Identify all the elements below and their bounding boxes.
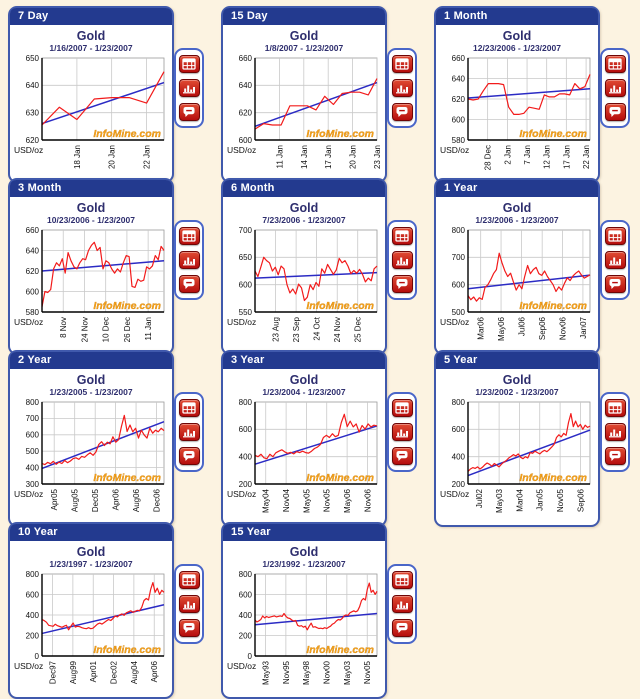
svg-text:660: 660	[451, 54, 465, 63]
comment-button[interactable]	[179, 619, 200, 637]
svg-text:24 Nov: 24 Nov	[80, 317, 90, 343]
table-icon	[182, 574, 196, 586]
svg-text:InfoMine.com: InfoMine.com	[519, 472, 587, 484]
period-header	[10, 352, 172, 369]
table-icon	[182, 402, 196, 414]
svg-text:22 Jan: 22 Jan	[142, 145, 152, 170]
svg-text:28 Dec: 28 Dec	[483, 145, 493, 171]
svg-text:USD/oz: USD/oz	[227, 145, 257, 155]
bar-chart-button[interactable]	[392, 595, 413, 613]
chart-card-5-year	[434, 350, 600, 527]
svg-text:May04: May04	[261, 489, 271, 514]
price-chart	[225, 54, 383, 175]
data-table-button[interactable]	[179, 399, 200, 417]
svg-text:InfoMine.com: InfoMine.com	[93, 128, 161, 140]
comment-icon	[395, 622, 409, 634]
svg-text:20 Jan: 20 Jan	[107, 145, 117, 170]
chart-title: Gold	[76, 29, 106, 43]
chart-body	[223, 197, 385, 353]
svg-text:600: 600	[25, 430, 39, 440]
chart-date-range: 1/23/1992 - 1/23/2007	[262, 559, 346, 569]
chart-body	[436, 197, 598, 353]
bar-chart-button[interactable]	[392, 79, 413, 97]
svg-text:600: 600	[238, 280, 252, 290]
period-header	[436, 352, 598, 369]
svg-text:700: 700	[238, 226, 252, 235]
chart-actions-tab	[387, 220, 417, 300]
svg-text:8 Nov: 8 Nov	[59, 317, 69, 338]
bar-chart-icon	[182, 426, 196, 438]
svg-text:Apr06: Apr06	[111, 489, 121, 511]
price-chart	[438, 398, 596, 519]
price-chart	[225, 570, 383, 691]
chart-actions-tab	[387, 564, 417, 644]
svg-text:800: 800	[25, 398, 39, 407]
svg-text:Sep06: Sep06	[576, 489, 586, 513]
svg-text:Dec05: Dec05	[91, 489, 101, 513]
chart-actions-tab	[174, 48, 204, 128]
period-header	[10, 180, 172, 197]
svg-text:11 Jan: 11 Jan	[275, 145, 285, 169]
chart-actions-tab	[600, 392, 630, 472]
svg-text:May05: May05	[302, 489, 312, 514]
data-table-button[interactable]	[179, 227, 200, 245]
chart-card-7-day	[8, 6, 174, 183]
svg-text:May93: May93	[261, 661, 271, 686]
svg-text:USD/oz: USD/oz	[440, 489, 470, 499]
chart-actions-tab	[387, 48, 417, 128]
period-label: 3 Month	[18, 182, 62, 194]
chart-card-6-month	[221, 178, 387, 355]
svg-text:May98: May98	[302, 661, 312, 686]
svg-text:Apr01: Apr01	[89, 661, 99, 683]
period-label: 3 Year	[231, 354, 265, 366]
chart-actions-tab	[600, 48, 630, 128]
chart-card-1-year	[434, 178, 600, 355]
chart-actions-tab	[600, 220, 630, 300]
chart-body	[10, 369, 172, 525]
chart-cell	[221, 178, 434, 350]
svg-text:23 Jan: 23 Jan	[373, 145, 382, 170]
svg-text:600: 600	[451, 280, 465, 290]
svg-text:0: 0	[247, 651, 252, 661]
bar-chart-icon	[608, 82, 622, 94]
chart-cell	[221, 6, 434, 178]
svg-text:InfoMine.com: InfoMine.com	[93, 644, 161, 656]
svg-text:InfoMine.com: InfoMine.com	[93, 472, 161, 484]
chart-title: Gold	[502, 373, 532, 387]
svg-text:640: 640	[25, 246, 39, 256]
svg-text:800: 800	[25, 570, 39, 579]
svg-text:InfoMine.com: InfoMine.com	[93, 300, 161, 312]
svg-text:InfoMine.com: InfoMine.com	[306, 472, 374, 484]
comment-button[interactable]	[179, 275, 200, 293]
svg-text:USD/oz: USD/oz	[14, 661, 44, 671]
chart-title: Gold	[289, 201, 319, 215]
svg-text:Nov05: Nov05	[322, 489, 332, 513]
comment-icon	[608, 278, 622, 290]
svg-text:600: 600	[25, 590, 39, 600]
bar-chart-button[interactable]	[605, 79, 626, 97]
svg-text:18 Jan: 18 Jan	[72, 145, 82, 170]
bar-chart-button[interactable]	[392, 423, 413, 441]
svg-text:400: 400	[238, 452, 252, 462]
table-icon	[608, 402, 622, 414]
svg-text:800: 800	[238, 570, 252, 579]
svg-text:Apr06: Apr06	[150, 661, 160, 683]
chart-body	[223, 369, 385, 525]
comment-button[interactable]	[392, 619, 413, 637]
svg-text:600: 600	[238, 590, 252, 600]
data-table-button[interactable]	[392, 227, 413, 245]
table-icon	[182, 58, 196, 70]
svg-text:Mar06: Mar06	[476, 317, 486, 340]
svg-text:USD/oz: USD/oz	[14, 317, 44, 327]
svg-text:24 Nov: 24 Nov	[333, 317, 343, 343]
svg-text:Nov05: Nov05	[556, 489, 566, 513]
chart-date-range: 12/23/2006 - 1/23/2007	[473, 43, 561, 53]
svg-text:12 Jan: 12 Jan	[542, 145, 552, 170]
data-table-button[interactable]	[179, 55, 200, 73]
svg-text:600: 600	[238, 135, 252, 145]
svg-text:Aug06: Aug06	[132, 489, 142, 513]
comment-button[interactable]	[605, 275, 626, 293]
chart-card-3-month	[8, 178, 174, 355]
svg-text:500: 500	[25, 447, 39, 456]
chart-title: Gold	[76, 545, 106, 559]
svg-text:630: 630	[25, 108, 39, 118]
svg-text:17 Jan: 17 Jan	[562, 145, 572, 170]
comment-icon	[608, 106, 622, 118]
svg-text:USD/oz: USD/oz	[227, 661, 257, 671]
svg-text:InfoMine.com: InfoMine.com	[306, 300, 374, 312]
svg-text:USD/oz: USD/oz	[14, 145, 44, 155]
svg-text:May06: May06	[497, 317, 507, 342]
svg-text:Apr05: Apr05	[50, 489, 60, 511]
chart-cell	[8, 522, 221, 694]
svg-text:Jan05: Jan05	[535, 489, 545, 511]
chart-body	[223, 541, 385, 697]
chart-card-15-year	[221, 522, 387, 699]
bar-chart-button[interactable]	[179, 79, 200, 97]
svg-text:650: 650	[25, 54, 39, 63]
svg-text:InfoMine.com: InfoMine.com	[519, 128, 587, 140]
comment-icon	[395, 450, 409, 462]
period-label: 1 Year	[444, 182, 478, 194]
svg-text:Jan07: Jan07	[578, 317, 588, 339]
chart-actions-tab	[174, 220, 204, 300]
svg-text:200: 200	[25, 631, 39, 641]
svg-text:Nov05: Nov05	[363, 661, 373, 685]
svg-text:22 Jan: 22 Jan	[582, 145, 592, 170]
table-icon	[608, 230, 622, 242]
chart-cell	[434, 178, 640, 350]
svg-text:Dec97: Dec97	[48, 661, 58, 685]
svg-text:200: 200	[238, 631, 252, 641]
svg-text:11 Jan: 11 Jan	[144, 317, 154, 341]
data-table-button[interactable]	[605, 55, 626, 73]
svg-text:200: 200	[451, 479, 465, 489]
chart-cell	[221, 350, 434, 522]
svg-text:InfoMine.com: InfoMine.com	[519, 300, 587, 312]
chart-cell	[221, 522, 434, 694]
chart-actions-tab	[387, 392, 417, 472]
table-icon	[395, 402, 409, 414]
svg-text:USD/oz: USD/oz	[440, 145, 470, 155]
period-header	[223, 8, 385, 25]
price-chart	[12, 226, 170, 347]
period-label: 7 Day	[18, 10, 49, 22]
svg-text:580: 580	[451, 135, 465, 145]
price-chart	[225, 398, 383, 519]
svg-text:640: 640	[238, 81, 252, 91]
comment-icon	[608, 450, 622, 462]
bar-chart-icon	[395, 254, 409, 266]
svg-text:620: 620	[25, 135, 39, 145]
svg-text:Nov95: Nov95	[281, 661, 291, 685]
period-header	[436, 8, 598, 25]
chart-date-range: 1/23/2005 - 1/23/2007	[49, 387, 133, 397]
bar-chart-icon	[608, 254, 622, 266]
svg-text:620: 620	[451, 94, 465, 104]
svg-text:USD/oz: USD/oz	[440, 317, 470, 327]
bar-chart-button[interactable]	[392, 251, 413, 269]
svg-text:InfoMine.com: InfoMine.com	[306, 128, 374, 140]
data-table-button[interactable]	[179, 571, 200, 589]
chart-title: Gold	[289, 29, 319, 43]
svg-text:24 Oct: 24 Oct	[312, 317, 322, 341]
bar-chart-button[interactable]	[605, 251, 626, 269]
svg-text:Sep06: Sep06	[538, 317, 548, 341]
period-header	[10, 8, 172, 25]
chart-title: Gold	[76, 373, 106, 387]
chart-cell	[8, 6, 221, 178]
svg-text:Nov00: Nov00	[322, 661, 332, 685]
svg-text:20 Jan: 20 Jan	[348, 145, 358, 170]
svg-text:620: 620	[25, 266, 39, 276]
price-chart	[12, 54, 170, 175]
comment-icon	[395, 106, 409, 118]
chart-date-range: 1/8/2007 - 1/23/2007	[264, 43, 344, 53]
svg-text:May06: May06	[343, 489, 353, 514]
period-header	[10, 524, 172, 541]
svg-text:800: 800	[451, 398, 465, 407]
bar-chart-button[interactable]	[179, 423, 200, 441]
svg-text:7 Jan: 7 Jan	[523, 145, 532, 165]
price-chart	[225, 226, 383, 347]
svg-text:Nov06: Nov06	[558, 317, 568, 341]
svg-text:800: 800	[238, 398, 252, 407]
bar-chart-button[interactable]	[605, 423, 626, 441]
svg-text:550: 550	[238, 307, 252, 317]
comment-button[interactable]	[392, 447, 413, 465]
price-chart	[12, 570, 170, 691]
bar-chart-icon	[608, 426, 622, 438]
comment-icon	[182, 278, 196, 290]
svg-text:Dec02: Dec02	[109, 661, 119, 685]
svg-text:650: 650	[238, 253, 252, 263]
svg-text:660: 660	[238, 54, 252, 63]
chart-body	[10, 25, 172, 181]
svg-text:660: 660	[25, 226, 39, 235]
svg-text:26 Dec: 26 Dec	[122, 317, 132, 343]
bar-chart-icon	[395, 82, 409, 94]
chart-actions-tab	[174, 564, 204, 644]
chart-body	[436, 25, 598, 181]
svg-text:Mar04: Mar04	[515, 489, 525, 512]
comment-button[interactable]	[392, 275, 413, 293]
chart-card-15-day	[221, 6, 387, 183]
data-table-button[interactable]	[392, 399, 413, 417]
chart-title: Gold	[76, 201, 106, 215]
chart-date-range: 1/23/2004 - 1/23/2007	[262, 387, 346, 397]
bar-chart-icon	[182, 82, 196, 94]
bar-chart-button[interactable]	[179, 251, 200, 269]
comment-icon	[182, 622, 196, 634]
period-label: 6 Month	[231, 182, 275, 194]
chart-title: Gold	[502, 29, 532, 43]
data-table-button[interactable]	[392, 55, 413, 73]
chart-body	[10, 197, 172, 353]
svg-text:Jul02: Jul02	[474, 489, 484, 509]
svg-text:600: 600	[238, 425, 252, 435]
period-label: 15 Year	[231, 526, 271, 538]
chart-cell	[8, 178, 221, 350]
chart-body	[10, 541, 172, 697]
comment-icon	[395, 278, 409, 290]
table-icon	[182, 230, 196, 242]
svg-text:400: 400	[451, 452, 465, 462]
svg-text:600: 600	[25, 287, 39, 297]
comment-button[interactable]	[179, 103, 200, 121]
comment-button[interactable]	[605, 103, 626, 121]
period-label: 15 Day	[231, 10, 268, 22]
svg-text:25 Dec: 25 Dec	[353, 317, 363, 343]
svg-text:400: 400	[25, 610, 39, 620]
svg-text:23 Aug: 23 Aug	[271, 317, 281, 342]
svg-text:640: 640	[451, 74, 465, 84]
svg-text:800: 800	[451, 226, 465, 235]
chart-date-range: 1/16/2007 - 1/23/2007	[49, 43, 133, 53]
chart-body	[223, 25, 385, 181]
svg-text:580: 580	[25, 307, 39, 317]
chart-card-1-month	[434, 6, 600, 183]
bar-chart-icon	[182, 598, 196, 610]
svg-text:USD/oz: USD/oz	[14, 489, 44, 499]
comment-icon	[182, 450, 196, 462]
svg-text:USD/oz: USD/oz	[227, 317, 257, 327]
svg-text:InfoMine.com: InfoMine.com	[306, 644, 374, 656]
comment-button[interactable]	[179, 447, 200, 465]
data-table-button[interactable]	[605, 399, 626, 417]
chart-actions-tab	[174, 392, 204, 472]
svg-text:Aug05: Aug05	[70, 489, 80, 513]
table-icon	[608, 58, 622, 70]
svg-text:Aug04: Aug04	[129, 661, 139, 685]
period-header	[436, 180, 598, 197]
bar-chart-button[interactable]	[179, 595, 200, 613]
svg-text:Nov06: Nov06	[363, 489, 373, 513]
svg-text:May03: May03	[342, 661, 352, 686]
chart-cell	[434, 350, 640, 522]
chart-date-range: 1/23/2006 - 1/23/2007	[475, 215, 559, 225]
svg-text:Jul06: Jul06	[517, 317, 527, 337]
chart-card-10-year	[8, 522, 174, 699]
table-icon	[395, 574, 409, 586]
table-icon	[395, 58, 409, 70]
svg-text:400: 400	[25, 463, 39, 473]
chart-cell	[8, 350, 221, 522]
svg-text:0: 0	[34, 651, 39, 661]
comment-button[interactable]	[605, 447, 626, 465]
chart-date-range: 1/23/2002 - 1/23/2007	[475, 387, 559, 397]
svg-text:700: 700	[451, 253, 465, 263]
svg-text:10 Dec: 10 Dec	[101, 317, 111, 343]
svg-text:400: 400	[238, 610, 252, 620]
chart-card-2-year	[8, 350, 174, 527]
chart-card-3-year	[221, 350, 387, 527]
svg-text:600: 600	[451, 115, 465, 125]
table-icon	[395, 230, 409, 242]
svg-text:2 Jan: 2 Jan	[503, 145, 513, 165]
data-table-button[interactable]	[392, 571, 413, 589]
bar-chart-icon	[182, 254, 196, 266]
svg-text:May03: May03	[495, 489, 505, 514]
price-chart	[12, 398, 170, 519]
svg-text:17 Jan: 17 Jan	[324, 145, 334, 170]
svg-text:640: 640	[25, 81, 39, 91]
period-label: 2 Year	[18, 354, 52, 366]
chart-title: Gold	[502, 201, 532, 215]
bar-chart-icon	[395, 598, 409, 610]
chart-cell	[434, 6, 640, 178]
comment-button[interactable]	[392, 103, 413, 121]
chart-date-range: 1/23/1997 - 1/23/2007	[49, 559, 133, 569]
svg-text:300: 300	[25, 479, 39, 489]
chart-date-range: 10/23/2006 - 1/23/2007	[47, 215, 135, 225]
period-label: 5 Year	[444, 354, 478, 366]
price-chart	[438, 54, 596, 175]
period-label: 1 Month	[444, 10, 488, 22]
chart-date-range: 7/23/2006 - 1/23/2007	[262, 215, 346, 225]
svg-text:Nov04: Nov04	[282, 489, 292, 513]
svg-text:700: 700	[25, 414, 39, 424]
price-chart	[438, 226, 596, 347]
period-header	[223, 524, 385, 541]
chart-title: Gold	[289, 373, 319, 387]
svg-text:620: 620	[238, 108, 252, 118]
chart-title: Gold	[289, 545, 319, 559]
period-header	[223, 180, 385, 197]
svg-text:Aug99: Aug99	[68, 661, 78, 685]
period-header	[223, 352, 385, 369]
svg-text:23 Sep: 23 Sep	[292, 317, 302, 343]
bar-chart-icon	[395, 426, 409, 438]
svg-text:500: 500	[451, 307, 465, 317]
period-label: 10 Year	[18, 526, 58, 538]
svg-text:USD/oz: USD/oz	[227, 489, 257, 499]
svg-text:Dec06: Dec06	[152, 489, 162, 513]
chart-body	[436, 369, 598, 525]
svg-text:600: 600	[451, 425, 465, 435]
data-table-button[interactable]	[605, 227, 626, 245]
svg-text:200: 200	[238, 479, 252, 489]
comment-icon	[182, 106, 196, 118]
svg-text:14 Jan: 14 Jan	[299, 145, 309, 170]
